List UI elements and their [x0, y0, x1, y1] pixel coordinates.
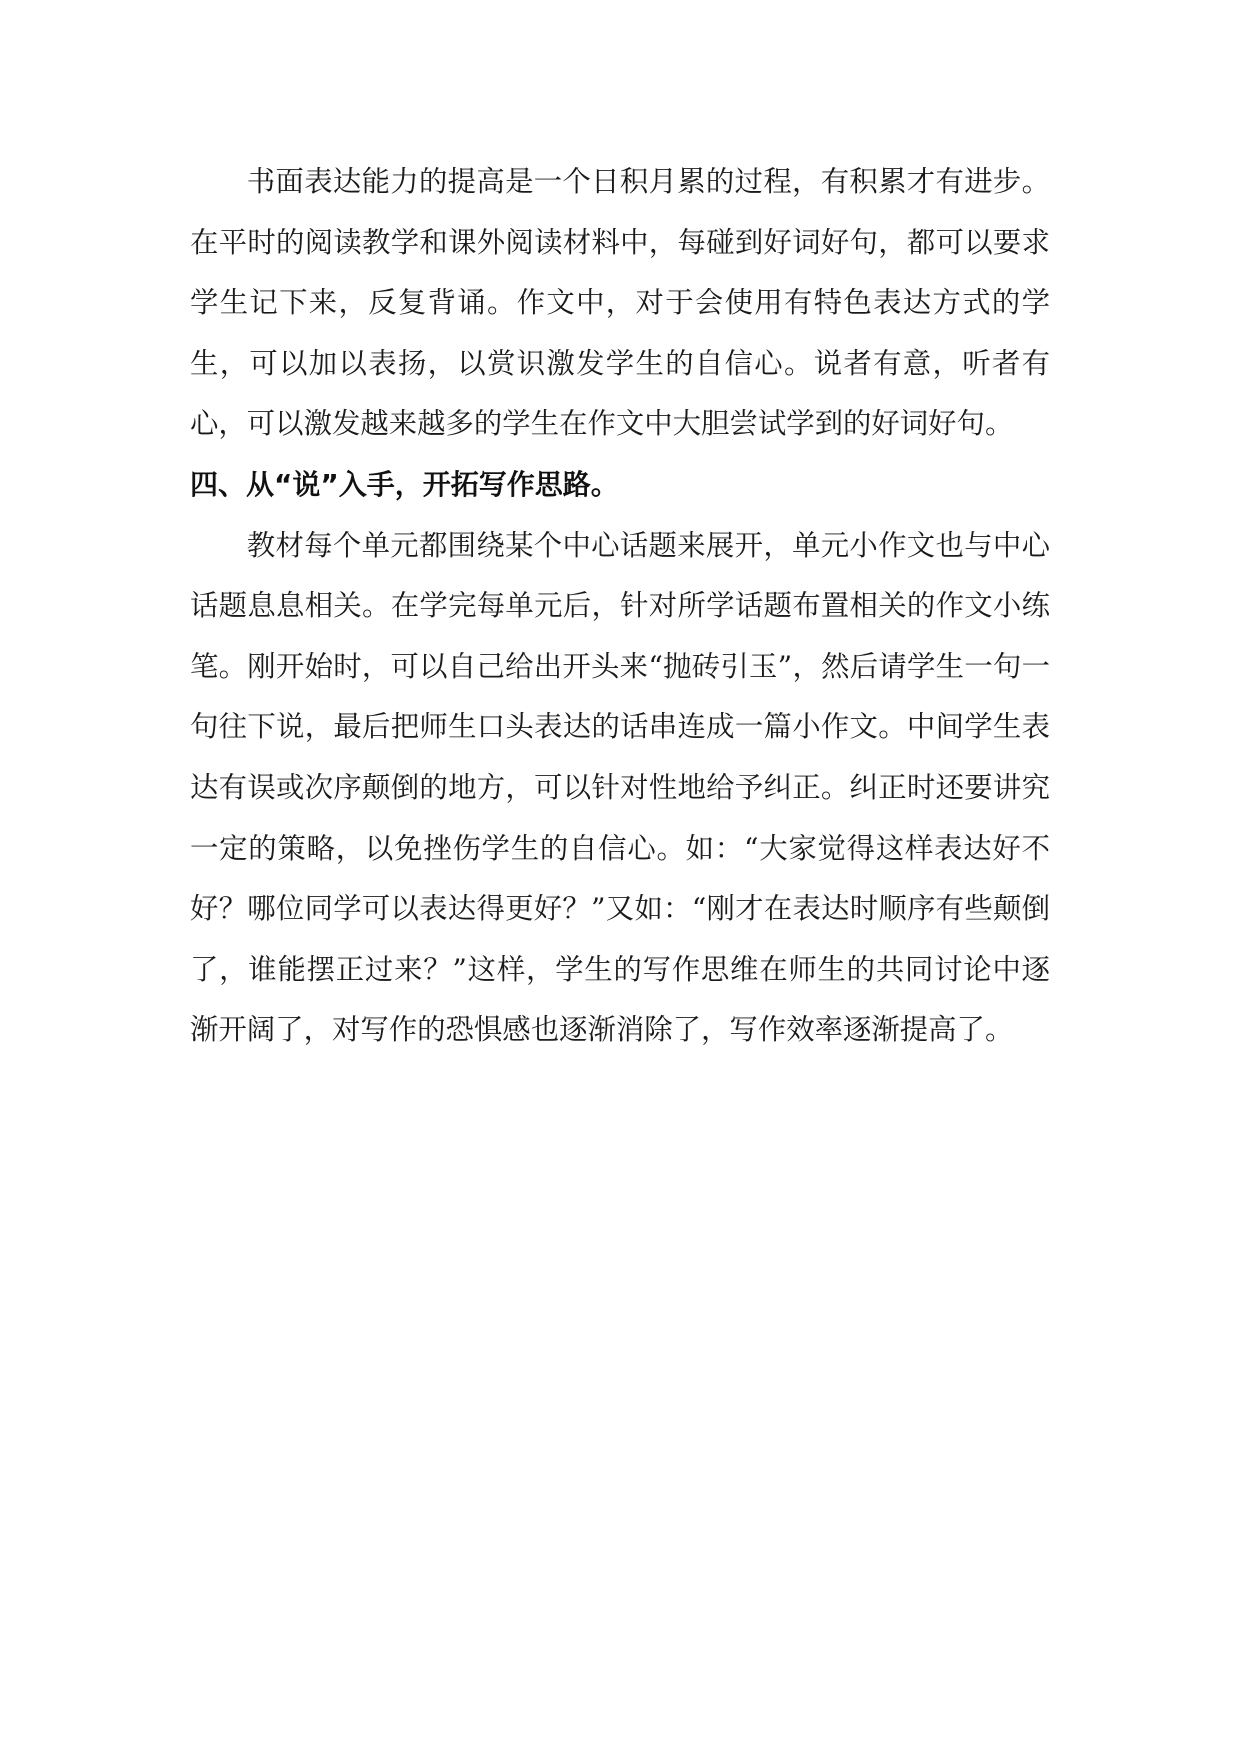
section-heading: 四、从“说”入手，开拓写作思路。	[190, 467, 619, 501]
paragraph: 教材每个单元都围绕某个中心话题来展开，单元小作文也与中心话题息息相关。在学完每单元后，针对所学话题布置相关的作文小练笔。刚开始时，可以自己给出开头来“抛砖引玉”，然后请学生一句一句往下说，最后把师生口头表达的话串连成一篇小作文。中间学生表达有误或次序颠倒的地方，可以针对性地给予纠正。纠正时还要讲究一定的策略，以免挫伤学生的自信心。如：“大家觉得这样表达好不好？哪位同学可以表达得更好？”又如：“刚才在表达时顺序有些颠倒了，谁能摆正过来？”这样，学生的写作思维在师生的共同讨论中逐渐开阔了，对写作的恐惧感也逐渐消除了，写作效率逐渐提高了。	[190, 528, 1050, 1047]
paragraph: 书面表达能力的提高是一个日积月累的过程，有积累才有进步。在平时的阅读教学和课外阅读材料中，每碰到好词好句，都可以要求学生记下来，反复背诵。作文中，对于会使用有特色表达方式的学生，可以加以表扬，以赏识激发学生的自信心。说者有意，听者有心，可以激发越来越多的学生在作文中大胆尝试学到的好词好句。	[190, 165, 1050, 441]
document-body	[190, 152, 1050, 1061]
